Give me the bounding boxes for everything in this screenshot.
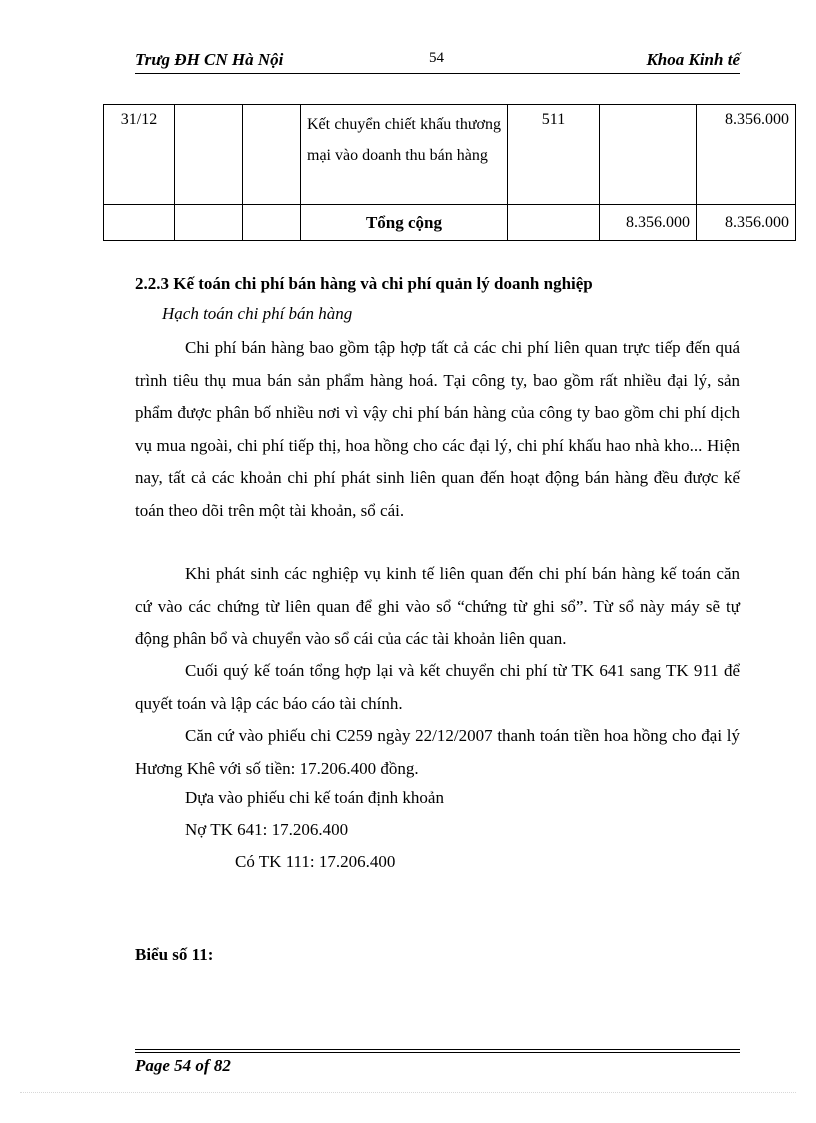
cell-empty xyxy=(104,205,175,241)
entry-intro: Dựa vào phiếu chi kế toán định khoản xyxy=(185,788,444,807)
footer-divider xyxy=(135,1049,740,1050)
bieu-so-label: Biểu số 11: xyxy=(135,945,214,964)
header-school: Trưg ĐH CN Hà Nội xyxy=(135,50,284,69)
total-label: Tổng cộng xyxy=(301,205,508,241)
ledger-table xyxy=(103,104,796,241)
paragraph-quarter-end: Cuối quý kế toán tổng hợp lại và kết chuyển chi phí từ TK 641 sang TK 911 để quyết toán và lập các báo cáo tài chính. xyxy=(135,661,740,713)
table-row xyxy=(104,105,796,205)
paragraph-voucher: Căn cứ vào phiếu chi C259 ngày 22/12/2007 thanh toán tiền hoa hồng cho đại lý Hương Khê với số tiền: 17.206.400 đồng. xyxy=(135,726,740,778)
entry-credit: Có TK 111: 17.206.400 xyxy=(235,852,396,871)
cell-description: Kết chuyển chiết khấu thương mại vào doanh thu bán hàng xyxy=(301,105,508,205)
total-debit: 8.356.000 xyxy=(600,205,697,241)
paragraph-recording: Khi phát sinh các nghiệp vụ kinh tế liên quan đến chi phí bán hàng kế toán căn cứ vào các chứng từ liên quan để ghi vào sổ “chứng từ ghi sổ”. Từ sổ này máy sẽ tự động phân bổ và chuyển vào sổ cái của các tài khoản liên quan. xyxy=(135,564,740,648)
header-page-number: 54 xyxy=(429,50,444,66)
paragraph-sales-cost: Chi phí bán hàng bao gồm tập hợp tất cả các chi phí liên quan trực tiếp đến quá trình tiêu thụ mua bán sản phẩm hàng hoá. Tại công ty, bao gồm rất nhiều đại lý, sản phẩm được phân bố nhiều nơi vì vậy chi phí bán hàng của công ty bao gồm chi phí dịch vụ mua ngoài, chi phí tiếp thị, hoa hồng cho các đại lý, chi phí khấu hao nhà kho... Hiện nay, tất cả các khoản chi phí phát sinh liên quan đến hoạt động bán hàng đều được kế toán theo dõi trên một tài khoản, sổ cái. xyxy=(135,338,740,520)
header-divider xyxy=(135,73,740,74)
section-subtitle: Hạch toán chi phí bán hàng xyxy=(162,304,353,323)
cell-debit xyxy=(600,105,697,205)
cell-empty xyxy=(243,105,301,205)
table-total-row xyxy=(104,205,796,241)
page-edge xyxy=(20,1092,796,1093)
cell-empty xyxy=(508,205,600,241)
total-credit: 8.356.000 xyxy=(697,205,796,241)
header-faculty: Khoa Kinh tế xyxy=(646,50,740,69)
entry-debit: Nợ TK 641: 17.206.400 xyxy=(185,820,349,839)
page-header xyxy=(135,48,740,72)
footer-divider xyxy=(135,1052,740,1053)
cell-empty xyxy=(175,205,243,241)
cell-credit: 8.356.000 xyxy=(697,105,796,205)
cell-account: 511 xyxy=(508,105,600,205)
cell-empty xyxy=(243,205,301,241)
section-title: 2.2.3 Kế toán chi phí bán hàng và chi phí quản lý doanh nghiệp xyxy=(135,274,593,293)
cell-date: 31/12 xyxy=(104,105,175,205)
cell-empty xyxy=(175,105,243,205)
footer-page-label: Page 54 of 82 xyxy=(135,1056,231,1075)
